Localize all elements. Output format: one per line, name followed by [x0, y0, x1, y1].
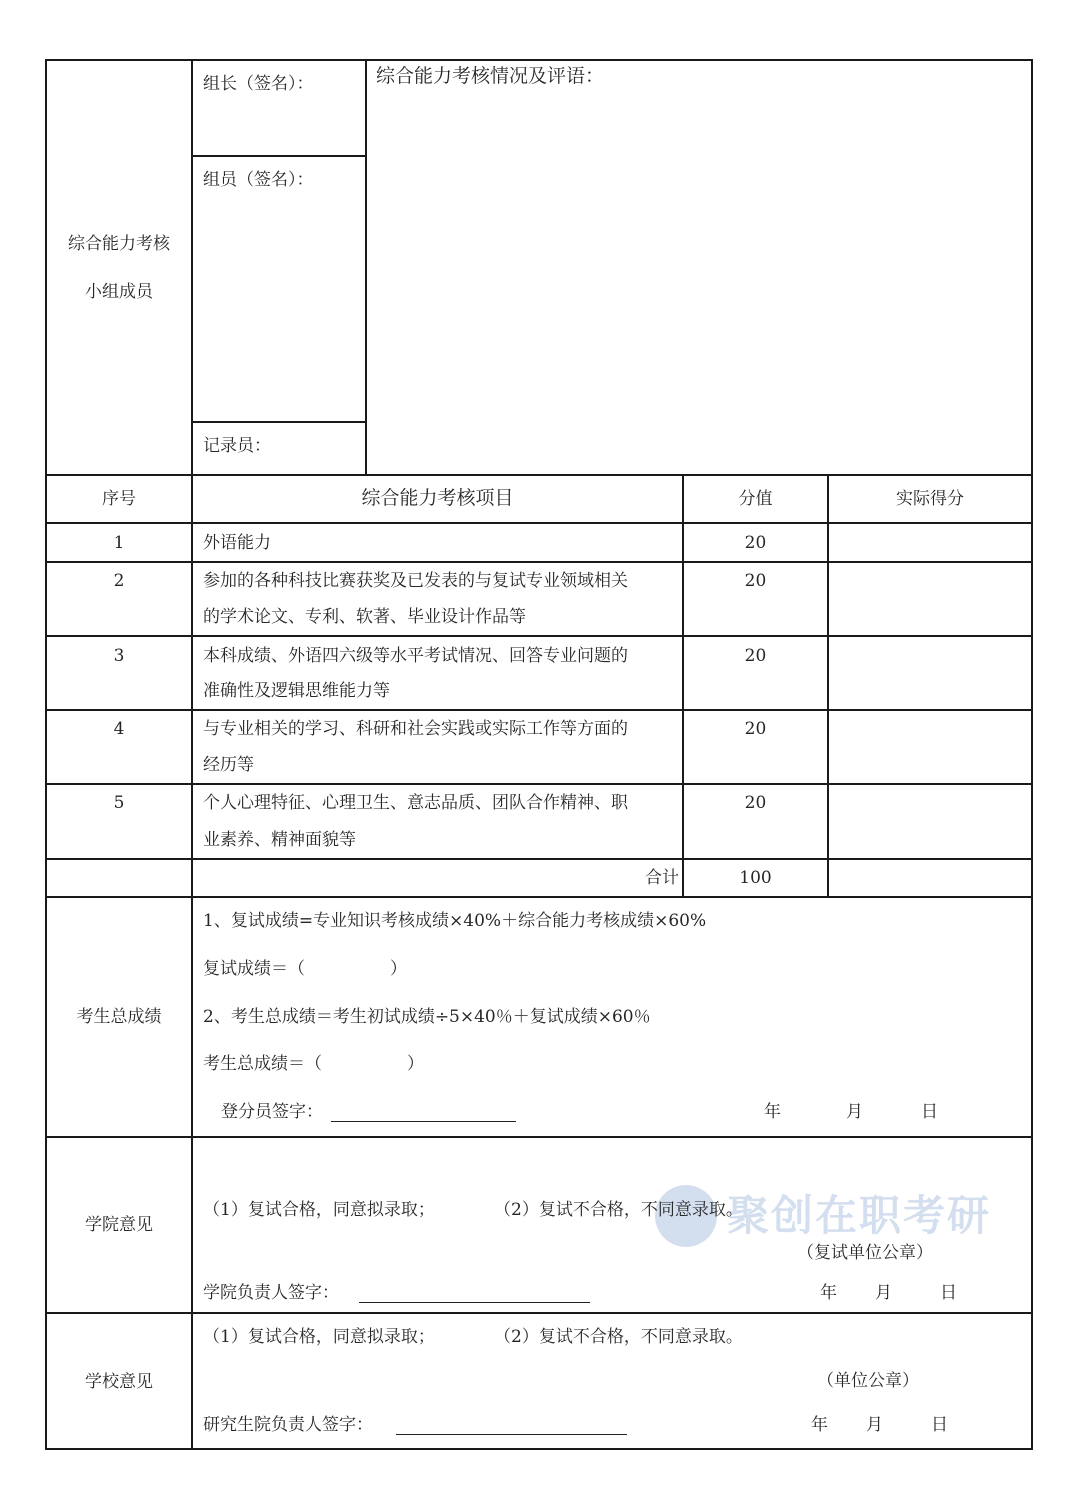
comments-label: 综合能力考核情况及评语： — [376, 65, 605, 87]
college-year: 年 — [820, 1283, 837, 1303]
score-section-bottom-line — [45, 1136, 1033, 1138]
registrar-signature-label: 登分员签字： — [221, 1102, 323, 1122]
total-points: 100 — [739, 868, 772, 888]
row2-item-line2: 的学术论文、专利、软著、毕业设计作品等 — [203, 607, 526, 627]
row1-points: 20 — [744, 533, 767, 553]
table-border-top — [45, 59, 1033, 61]
college-signature-line[interactable] — [359, 1302, 590, 1303]
college-seal: （复试单位公章） — [797, 1243, 933, 1263]
school-month: 月 — [866, 1415, 883, 1435]
row4-no: 4 — [113, 719, 125, 739]
retest-result: 复试成绩＝（ ） — [203, 959, 407, 979]
signature-column-line — [365, 59, 367, 476]
member-recorder-divider — [191, 421, 367, 423]
leader-member-divider — [191, 155, 367, 157]
registrar-month: 月 — [846, 1102, 863, 1122]
total-score-label: 考生总成绩 — [76, 1007, 162, 1027]
row4-item-line1: 与专业相关的学习、科研和社会实践或实际工作等方面的 — [203, 719, 628, 739]
row3-item-line2: 准确性及逻辑思维能力等 — [203, 681, 390, 701]
leader-signature-label: 组长（签名）： — [203, 74, 314, 94]
row2-item-line1: 参加的各种科技比赛获奖及已发表的与复试专业领域相关 — [203, 571, 628, 591]
registrar-year: 年 — [764, 1102, 781, 1122]
registrar-signature-line[interactable] — [331, 1121, 516, 1122]
recorder-label: 记录员： — [203, 436, 271, 456]
committee-bottom-line — [45, 474, 1033, 476]
row5-item-line2: 业素养、精神面貌等 — [203, 830, 356, 850]
row1-no: 1 — [113, 533, 125, 553]
watermark-text: 聚创在职考研 — [727, 1191, 992, 1240]
row2-bottom-line — [45, 635, 1033, 637]
actual-column-line — [827, 474, 829, 898]
college-day: 日 — [940, 1283, 957, 1303]
school-signature-line[interactable] — [396, 1434, 627, 1435]
school-seal: （单位公章） — [817, 1371, 919, 1391]
member-signature-label: 组员（签名）： — [203, 170, 314, 190]
row2-points: 20 — [744, 571, 767, 591]
table-border-left — [45, 59, 47, 1450]
registrar-day: 日 — [921, 1102, 938, 1122]
school-opinion-label: 学校意见 — [85, 1372, 153, 1392]
row4-item-line2: 经历等 — [203, 755, 254, 775]
row1-item: 外语能力 — [203, 533, 271, 553]
header-bottom-line — [45, 522, 1033, 524]
college-month: 月 — [875, 1283, 892, 1303]
row4-points: 20 — [744, 719, 767, 739]
college-section-bottom-line — [45, 1312, 1033, 1314]
total-row-bottom-line — [45, 896, 1033, 898]
school-option-pass: （1）复试合格，同意拟录取； — [203, 1327, 435, 1347]
college-opinion-label: 学院意见 — [85, 1215, 153, 1235]
school-year: 年 — [811, 1415, 828, 1435]
row5-no: 5 — [113, 793, 125, 813]
header-points: 分值 — [738, 489, 773, 509]
committee-label-line1: 综合能力考核 — [68, 234, 170, 254]
table-border-right — [1031, 59, 1033, 1450]
formula-retest: 1、复试成绩=专业知识考核成绩×40%＋综合能力考核成绩×60% — [203, 911, 707, 931]
college-option-pass: （1）复试合格，同意拟录取； — [203, 1200, 435, 1220]
row2-no: 2 — [113, 571, 125, 591]
committee-label-line2: 小组成员 — [85, 282, 153, 302]
label-column-line-lower — [191, 896, 193, 1450]
header-actual: 实际得分 — [896, 489, 964, 509]
row5-item-line1: 个人心理特征、心理卫生、意志品质、团队合作精神、职 — [203, 793, 628, 813]
school-option-fail: （2）复试不合格，不同意录取。 — [494, 1327, 743, 1347]
row3-item-line1: 本科成绩、外语四六级等水平考试情况、回答专业问题的 — [203, 646, 628, 666]
row3-points: 20 — [744, 646, 767, 666]
row3-bottom-line — [45, 709, 1033, 711]
row1-bottom-line — [45, 561, 1033, 563]
row4-bottom-line — [45, 783, 1033, 785]
row3-no: 3 — [113, 646, 125, 666]
header-no: 序号 — [102, 489, 136, 509]
total-result: 考生总成绩＝（ ） — [203, 1054, 424, 1074]
header-item: 综合能力考核项目 — [361, 487, 514, 509]
college-signer-label: 学院负责人签字： — [203, 1283, 339, 1303]
table-border-bottom — [45, 1448, 1033, 1450]
school-signer-label: 研究生院负责人签字： — [203, 1415, 373, 1435]
row5-bottom-line — [45, 858, 1033, 860]
row5-points: 20 — [744, 793, 767, 813]
college-option-fail: （2）复试不合格，不同意录取。 — [494, 1200, 743, 1220]
formula-total: 2、考生总成绩＝考生初试成绩÷5×40％＋复试成绩×60％ — [203, 1007, 651, 1027]
school-day: 日 — [931, 1415, 948, 1435]
total-label: 合计 — [645, 868, 679, 888]
